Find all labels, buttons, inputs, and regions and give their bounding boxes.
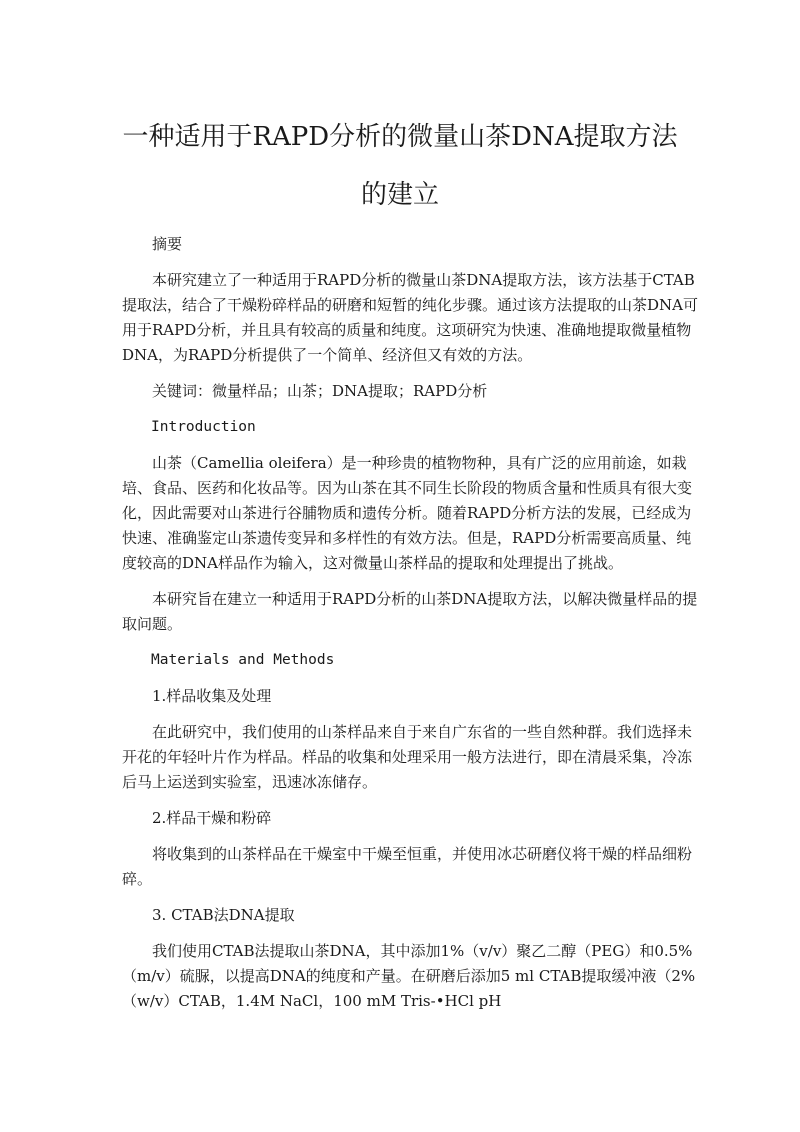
introduction-paragraph-1: 山茶（Camellia oleifera）是一种珍贵的植物物种，具有广泛的应用前途，如栽培、食品、医药和化妆品等。因为山茶在其不同生长阶段的物质含量和性质具有很大变化，因此需要对山茶进行谷脯物质和遗传分析。随着RAPD分析方法的发展，已经成为快速、准确鉴定山茶遗传变异和多样性的有效方法。但是，RAPD分析需要高质量、纯度较高的DNA样品作为输入，这对微量山茶样品的提取和处理提出了挑战。 <box>122 454 693 572</box>
section-1-heading: 1.样品收集及处理 <box>152 687 272 705</box>
abstract-heading: 摘要 <box>152 235 183 253</box>
methods-heading: Materials and Methods <box>151 652 335 668</box>
keywords: 关键词：微量样品；山茶；DNA提取；RAPD分析 <box>152 382 488 400</box>
section-2-text: 将收集到的山茶样品在干燥室中干燥至恒重，并使用冰芯研磨仪将干燥的样品细粉碎。 <box>122 845 693 888</box>
introduction-heading: Introduction <box>151 419 256 435</box>
section-3-heading: 3. CTAB法DNA提取 <box>152 906 295 924</box>
abstract-text: 本研究建立了一种适用于RAPD分析的微量山茶DNA提取方法，该方法基于CTAB提取法，结合了干燥粉碎样品的研磨和短暂的纯化步骤。通过该方法提取的山茶DNA可用于RAPD分析，并且具有较高的质量和纯度。这项研究为快速、准确地提取微量植物DNA，为RAPD分析提供了一个简单、经济但又有效的方法。 <box>122 271 698 364</box>
document-title: 一种适用于RAPD分析的微量山茶DNA提取方法的建立 <box>122 122 678 210</box>
section-2-heading: 2.样品干燥和粉碎 <box>152 809 272 827</box>
introduction-paragraph-2: 本研究旨在建立一种适用于RAPD分析的山茶DNA提取方法，以解决微量样品的提取问题。 <box>122 590 698 633</box>
document-body <box>122 232 700 1025</box>
section-1-text: 在此研究中，我们使用的山茶样品来自于来自广东省的一些自然种群。我们选择未开花的年轻叶片作为样品。样品的收集和处理采用一般方法进行，即在清晨采集，冷冻后马上运送到实验室，迅速冰冻储存。 <box>122 723 693 791</box>
section-3-text: 我们使用CTAB法提取山茶DNA，其中添加1%（v/v）聚乙二醇（PEG）和0.5%（m/v）硫脲，以提高DNA的纯度和产量。在研磨后添加5 ml CTAB提取缓冲液（2%（w/v）CTAB，1.4M NaCl，100 mM Tris-•HCl pH <box>122 942 696 1010</box>
